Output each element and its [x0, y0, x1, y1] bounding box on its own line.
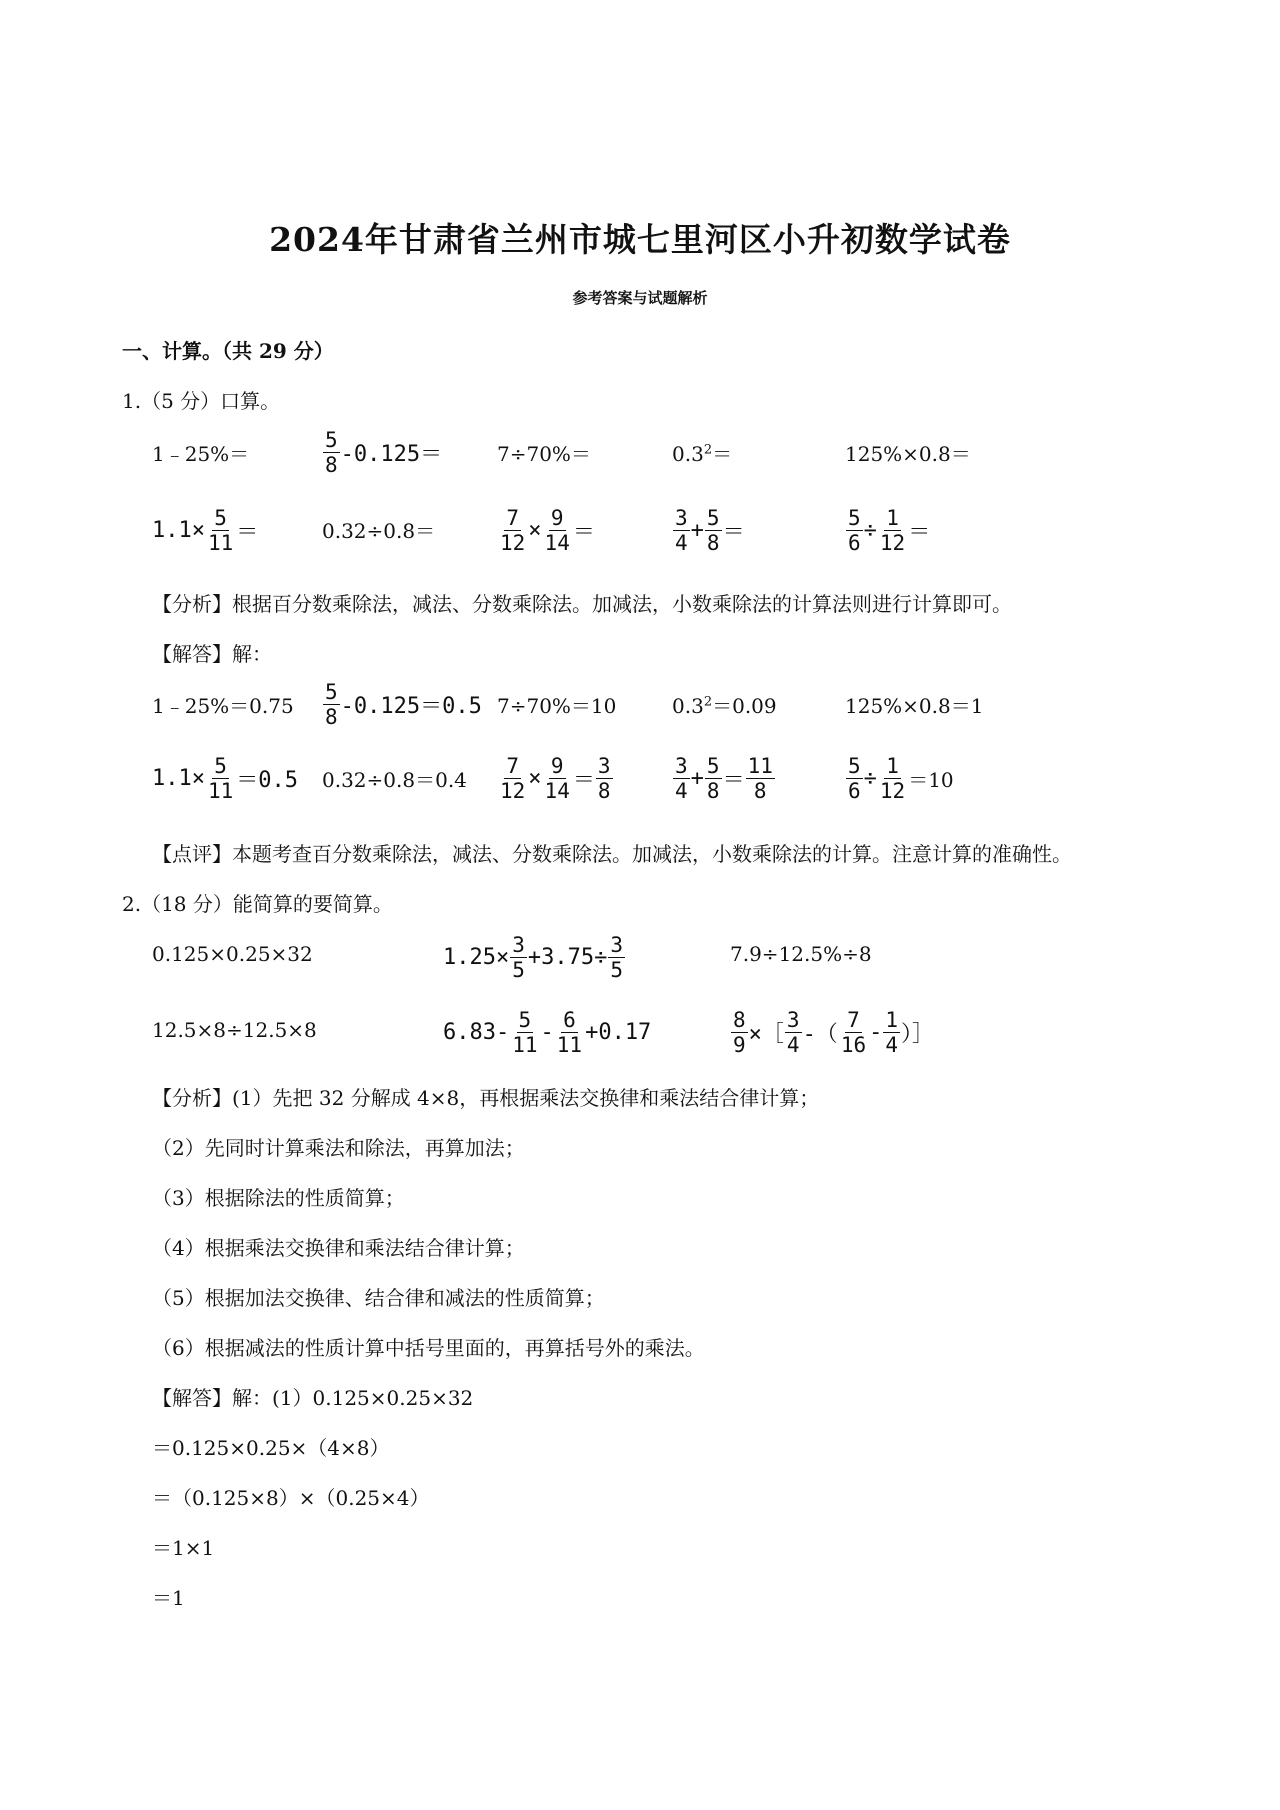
solution-line-2: ＝0.125×0.25×（4×8） [152, 1436, 390, 1460]
answer-7: 0.32÷0.8＝0.4 [322, 768, 467, 792]
fraction-8-9: $\frac{8}{9}$ [733, 1008, 746, 1057]
fraction-5-6: $\frac{5}{6}$ [848, 754, 861, 803]
fraction-5-8: $\frac{5}{8}$ [706, 754, 720, 803]
fraction-3-5: $\frac{3}{5}$ [610, 933, 624, 982]
fraction-3-4: $\frac{3}{4}$ [675, 754, 688, 803]
problem-7: 0.32÷0.8＝ [322, 519, 436, 543]
problem-9: $\frac{3}{4}$ + $\frac{5}{8}$ ＝ [675, 506, 745, 555]
expression-5: 6.83- $\frac{5}{11}$ - $\frac{6}{11}$ +0.17 [443, 1008, 652, 1057]
analysis-line-5: （5）根据加法交换律、结合律和减法的性质简算； [152, 1286, 605, 1310]
fraction-5-8: $\frac{5}{8}$ [706, 506, 720, 555]
analysis-line-2: （2）先同时计算乘法和除法，再算加法； [152, 1136, 525, 1160]
fraction-7-12: $\frac{7}{12}$ [500, 754, 526, 803]
expression-3: 7.9÷12.5%÷8 [730, 942, 872, 966]
problem-8: $\frac{7}{12}$ × $\frac{9}{14}$ ＝ [500, 506, 595, 555]
problem-3: 7÷70%＝ [497, 442, 591, 466]
fraction-1-12: $\frac{1}{12}$ [879, 506, 906, 555]
expression-6: $\frac{8}{9}$ ×［ $\frac{3}{4}$ -（ $\frac{7}{16}$ - $\frac{1}{4}$ ）］ [733, 1008, 935, 1057]
fraction-3-4: $\frac{3}{4}$ [675, 506, 688, 555]
fraction-11-8: $\frac{11}{8}$ [747, 754, 773, 803]
question-1-heading: 1.（5 分）口算。 [122, 389, 281, 413]
solution-line-3: ＝（0.125×8）×（0.25×4） [152, 1486, 430, 1510]
fraction-3-8: $\frac{3}{8}$ [597, 754, 611, 803]
question-2-heading: 2.（18 分）能简算的要简算。 [122, 892, 393, 916]
fraction-5-11: $\frac{5}{11}$ [207, 754, 234, 803]
answer-8: $\frac{7}{12}$ × $\frac{9}{14}$ ＝ $\frac{3}{8}$ [500, 754, 611, 803]
fraction-5-11: $\frac{5}{11}$ [512, 1008, 538, 1057]
solution-line-4: ＝1×1 [152, 1536, 215, 1560]
page-subtitle: 参考答案与试题解析 [572, 289, 708, 307]
problem-4: $0.3^2=$ [672, 442, 733, 466]
problem-2: $\frac{5}{8}$ -0.125＝ [325, 428, 443, 477]
answer-4: $0.3^2=0.09$ [672, 694, 777, 718]
expression-2: 1.25× $\frac{3}{5}$ +3.75÷ $\frac{3}{5}$ [443, 933, 624, 982]
expression-1: 0.125×0.25×32 [152, 942, 313, 966]
page-title: 2024年甘肃省兰州市城七里河区小升初数学试卷 [269, 220, 1011, 259]
fraction-9-14: $\frac{9}{14}$ [544, 754, 570, 803]
fraction-3-4: $\frac{3}{4}$ [786, 1008, 800, 1057]
fraction-5-8: $\frac{5}{8}$ [325, 428, 338, 477]
analysis-line-4: （4）根据乘法交换律和乘法结合律计算； [152, 1236, 525, 1260]
question-1-analysis: 【分析】根据百分数乘除法，减法、分数乘除法。加减法，小数乘除法的计算法则进行计算即可。 [152, 592, 1012, 616]
analysis-line-3: （3）根据除法的性质简算； [152, 1186, 405, 1210]
solution-line-5: ＝1 [152, 1586, 185, 1610]
fraction-5-11: $\frac{5}{11}$ [207, 506, 234, 555]
answer-5: 125%×0.8＝1 [845, 694, 984, 718]
question-1-answer-label: 【解答】解： [152, 642, 272, 666]
answer-10: $\frac{5}{6}$ ÷ $\frac{1}{12}$ ＝10 [848, 754, 954, 803]
section-heading-calculation: 一、计算。（共 29 分） [122, 339, 334, 363]
solution-line-1: 【解答】解：(1）0.125×0.25×32 [152, 1386, 474, 1410]
fraction-6-11: $\frac{6}{11}$ [556, 1008, 583, 1057]
problem-1: 1﹣25%＝ [152, 442, 250, 466]
question-1-comment: 【点评】本题考查百分数乘除法，减法、分数乘除法。加减法，小数乘除法的计算。注意计算的准确性。 [152, 842, 1072, 866]
answer-6: 1.1× $\frac{5}{11}$ ＝0.5 [152, 754, 299, 803]
analysis-line-1: 【分析】(1）先把 32 分解成 4×8，再根据乘法交换律和乘法结合律计算； [152, 1086, 820, 1110]
fraction-9-14: $\frac{9}{14}$ [544, 506, 570, 555]
problem-5: 125%×0.8＝ [845, 442, 971, 466]
fraction-7-16: $\frac{7}{16}$ [840, 1008, 867, 1057]
expression-4: 12.5×8÷12.5×8 [152, 1018, 317, 1042]
fraction-1-4: $\frac{1}{4}$ [885, 1008, 899, 1057]
fraction-7-12: $\frac{7}{12}$ [500, 506, 526, 555]
fraction-1-12: $\frac{1}{12}$ [879, 754, 906, 803]
fraction-3-5: $\frac{3}{5}$ [512, 933, 525, 982]
problem-6: 1.1× $\frac{5}{11}$ ＝ [152, 506, 259, 555]
problem-10: $\frac{5}{6}$ ÷ $\frac{1}{12}$ ＝ [848, 506, 931, 555]
analysis-line-6: （6）根据减法的性质计算中括号里面的，再算括号外的乘法。 [152, 1336, 705, 1360]
answer-9: $\frac{3}{4}$ + $\frac{5}{8}$ ＝ $\frac{11}{8}$ [675, 754, 773, 803]
answer-2: $\frac{5}{8}$ -0.125＝0.5 [325, 680, 482, 729]
fraction-5-8: $\frac{5}{8}$ [325, 680, 338, 729]
answer-3: 7÷70%＝10 [497, 694, 617, 718]
fraction-5-6: $\frac{5}{6}$ [848, 506, 861, 555]
answer-1: 1﹣25%＝0.75 [152, 694, 294, 718]
